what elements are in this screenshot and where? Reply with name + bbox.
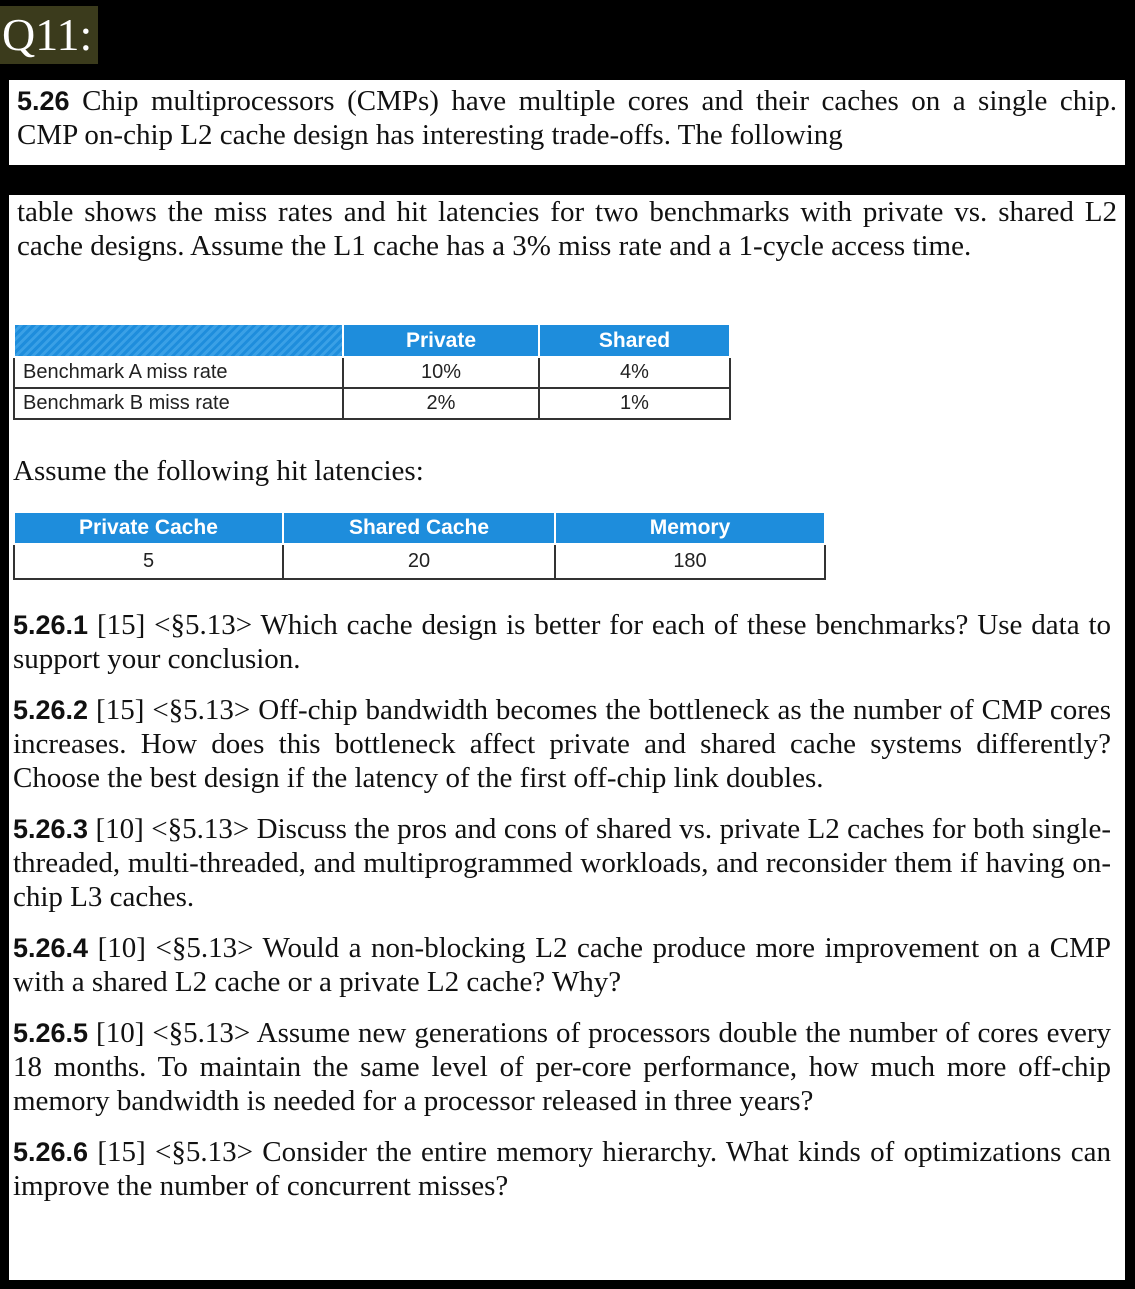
latency-header-memory: Memory (555, 512, 825, 544)
question-text: [15] <§5.13> Off-chip bandwidth becomes the bottleneck as the number of CMP cores increases. How does this bottleneck affect private and shared cache systems differently? Choose the best design if the latency of the first off-chip link doubles. (13, 694, 1112, 794)
question-item (13, 1135, 1111, 1203)
shared-miss-rate: 4% (539, 357, 730, 388)
question-text: [10] <§5.13> Would a non-blocking L2 cache produce more improvement on a CMP with a shared L2 cache or a private L2 cache? Why? (13, 932, 1111, 998)
question-text: [10] <§5.13> Discuss the pros and cons of shared vs. private L2 caches for both single-threaded, multi-threaded, and multiprogrammed workloads, and reconsider them if having on-chip L3 caches. (13, 813, 1112, 913)
row-label: Benchmark B miss rate (14, 388, 343, 419)
question-text: [10] <§5.13> Assume new generations of processors double the number of cores every 18 months. To maintain the same level of per-core performance, how much more off-chip memory bandwidth is needed for a processor released in three years? (13, 1017, 1111, 1117)
question-item (13, 1016, 1111, 1118)
latency-header-private: Private Cache (14, 512, 283, 544)
section-number: 5.26 (17, 86, 70, 116)
intro-paragraph (17, 84, 1117, 152)
question-number: 5.26.3 (13, 814, 89, 844)
row-label: Benchmark A miss rate (14, 357, 343, 388)
shared-cache-latency: 20 (283, 544, 555, 579)
latency-table (13, 511, 826, 580)
private-miss-rate: 10% (343, 357, 539, 388)
private-cache-latency: 5 (14, 544, 283, 579)
table-row (14, 357, 730, 388)
hit-latency-intro: Assume the following hit latencies: (13, 455, 424, 487)
private-miss-rate: 2% (343, 388, 539, 419)
shared-miss-rate: 1% (539, 388, 730, 419)
question-item (13, 931, 1111, 999)
miss-table-header-private: Private (343, 324, 539, 357)
question-number: 5.26.6 (13, 1137, 89, 1167)
latency-header-shared: Shared Cache (283, 512, 555, 544)
question-number: 5.26.5 (13, 1018, 89, 1048)
miss-table-corner (14, 324, 343, 357)
question-text: [15] <§5.13> Which cache design is better for each of these benchmarks? Use data to support your conclusion. (13, 609, 1112, 675)
intro-text: Chip multiprocessors (CMPs) have multiple cores and their caches on a single chip. CMP on-chip L2 cache design has interesting trade-offs. The following (17, 85, 1117, 151)
miss-rate-table (13, 323, 731, 420)
question-text: [15] <§5.13> Consider the entire memory hierarchy. What kinds of optimizations can improve the number of concurrent misses? (13, 1136, 1112, 1202)
question-item (13, 608, 1111, 676)
question-item (13, 812, 1111, 914)
question-number: 5.26.1 (13, 610, 89, 640)
table-row (14, 388, 730, 419)
question-number: 5.26.4 (13, 933, 89, 963)
question-item (13, 693, 1111, 795)
main-panel (7, 193, 1127, 1282)
miss-table-header-shared: Shared (539, 324, 730, 357)
intro-panel (7, 78, 1127, 167)
question-label: Q11: (0, 6, 98, 64)
question-list (13, 608, 1111, 1220)
table-intro-paragraph: table shows the miss rates and hit latencies for two benchmarks with private vs. shared L2 cache designs. Assume the L1 cache has a 3% miss rate and a 1-cycle access time. (17, 196, 1117, 262)
table-row (14, 544, 825, 579)
memory-latency: 180 (555, 544, 825, 579)
question-number: 5.26.2 (13, 695, 89, 725)
